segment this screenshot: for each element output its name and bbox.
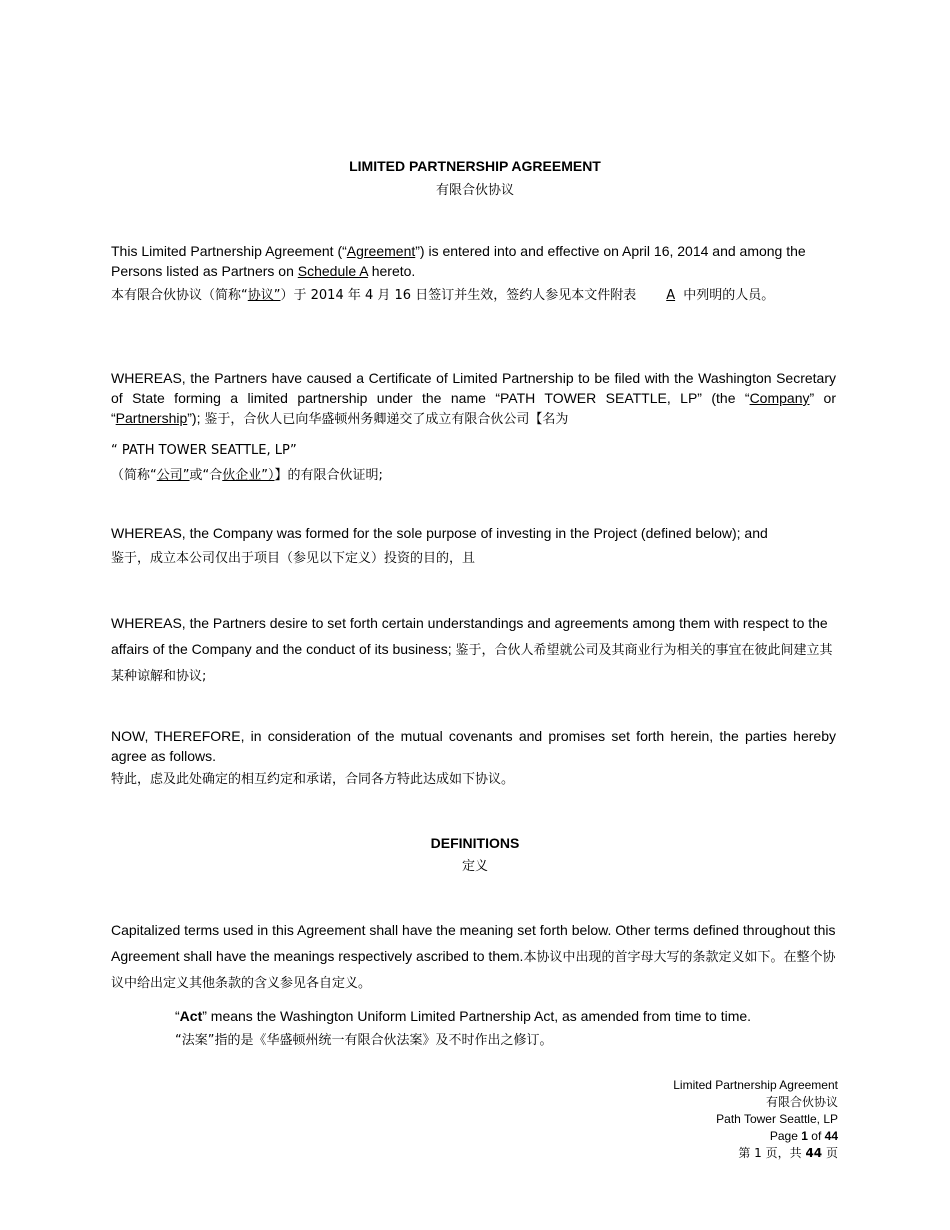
act-quote: “	[175, 1008, 180, 1024]
definitions-title: DEFINITIONS	[430, 835, 520, 851]
schedule-a-reference-cn: A	[666, 288, 676, 303]
page-footer	[538, 1077, 838, 1162]
company-term: Company	[749, 390, 810, 406]
document-title: LIMITED PARTNERSHIP AGREEMENT	[349, 158, 601, 174]
act-definition-text: ” means the Washington Uniform Limited Partnership Act, as amended from time to time.	[202, 1008, 752, 1024]
agreement-term: Agreement	[346, 243, 416, 259]
page-label: Page	[769, 1129, 798, 1143]
whereas-text-cn: 鉴于，合伙人已向华盛顿州务卿递交了成立有限合伙公司【名为	[204, 412, 569, 427]
intro-paragraph-en	[111, 241, 836, 281]
whereas-1-en	[111, 368, 836, 431]
whereas-3-en: WHEREAS, the Partners desire to set forth certain understandings and agreements among them with respect to the affairs of the Company and the conduct of its business;	[111, 615, 828, 657]
page-total-cn: 44	[805, 1146, 823, 1160]
document-title-cn: 有限合伙协议	[435, 183, 514, 198]
whereas-2-cn: 鉴于，成立本公司仅出于项目（参见以下定义）投资的目的，且	[111, 551, 476, 566]
whereas-text: ”);	[187, 410, 205, 426]
page-label-cn: 第 1 页，共	[738, 1146, 802, 1160]
intro-text: ”) is entered into and effective on April 16, 2014 and among the Persons listed as Partners on	[111, 243, 806, 279]
footer-company: Path Tower Seattle, LP	[716, 1112, 838, 1126]
footer-doc-title-cn: 有限合伙协议	[765, 1095, 838, 1109]
intro-text: This Limited Partnership Agreement (“	[111, 243, 347, 259]
definition-act-cn: “法案”指的是《华盛顿州统一有限合伙法案》及不时作出之修订。	[175, 1033, 553, 1048]
whereas-3	[111, 610, 836, 688]
definitions-intro-cn: 本协议中出现的首字母大写的条款定义如下。在整个协议中给出定义其他条款的含义参见各自定义。	[111, 950, 836, 991]
intro-text-cn: ）于 2014 年 4 月 16 日签订并生效，签约人参见本文件附表	[280, 288, 637, 303]
definitions-intro-en: Capitalized terms used in this Agreement shall have the meaning set forth below. Other terms defined throughout this Agreement shall have the meanings respectively ascribed to them.	[111, 922, 836, 964]
whereas-1-cn-name: “ PATH TOWER SEATTLE, LP”	[111, 443, 297, 458]
footer-page-number-cn	[538, 1145, 838, 1162]
schedule-a-reference: Schedule A	[297, 263, 368, 279]
whereas-text-cn: （简称“	[111, 468, 157, 483]
partnership-term-cn: 伙企业”）	[222, 468, 275, 483]
whereas-text: ” or “	[111, 390, 837, 426]
now-therefore-cn: 特此，虑及此处确定的相互约定和承诺，合同各方特此达成如下协议。	[111, 772, 515, 787]
page-suffix-cn: 页	[825, 1146, 838, 1160]
intro-text-cn: 中列明的人员。	[679, 288, 775, 303]
agreement-term-cn: 协议”	[247, 288, 281, 303]
partnership-term: Partnership	[115, 410, 188, 426]
page-current: 1	[801, 1129, 808, 1143]
intro-text-cn: 本有限合伙协议（简称“	[111, 288, 248, 303]
whereas-text-cn: 】的有限合伙证明;	[274, 468, 383, 483]
whereas-3-cn: 鉴于，合伙人希望就公司及其商业行为相关的事宜在彼此间建立其某种谅解和协议;	[111, 643, 833, 684]
intro-text: hereto.	[367, 263, 416, 279]
company-term-cn: 公司”	[156, 468, 190, 483]
whereas-1-cn	[111, 465, 836, 487]
footer-doc-title: Limited Partnership Agreement	[673, 1078, 838, 1092]
footer-page-number	[538, 1128, 838, 1145]
definitions-title-cn: 定义	[461, 859, 488, 874]
page-total: 44	[824, 1129, 838, 1143]
whereas-text-cn: 或“合	[189, 468, 223, 483]
definition-act-en	[175, 1006, 835, 1026]
of-label: of	[811, 1129, 822, 1143]
definitions-intro	[111, 917, 836, 995]
whereas-text: WHEREAS, the Partners have caused a Certificate of Limited Partnership to be filed with the Washington Secretary of State forming a limited partnership under the name “PATH TOWER SEATTLE, LP” (the “	[111, 370, 836, 406]
act-term: Act	[179, 1008, 203, 1024]
whereas-2-en: WHEREAS, the Company was formed for the sole purpose of investing in the Project (defined below); and	[111, 525, 768, 541]
now-therefore-en: NOW, THEREFORE, in consideration of the mutual covenants and promises set forth herein, the parties hereby agree as follows.	[111, 728, 836, 764]
intro-paragraph-cn	[111, 285, 836, 307]
